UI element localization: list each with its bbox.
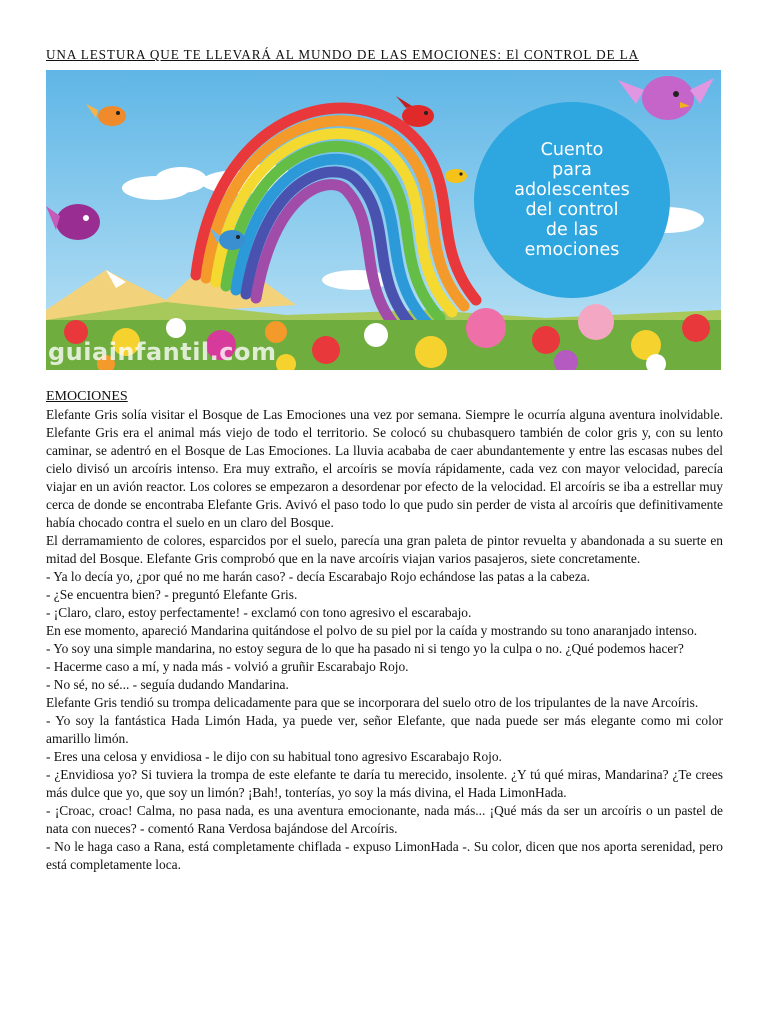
paragraph: - ¿Envidiosa yo? Si tuviera la trompa de este elefante te daría tu merecido, insolente. ¿Y tú qué miras, Mandarina? ¿Te crees más dulce que yo, que soy un limón? ¡Bah!, tonterías, yo soy la más divina, el Hada LimonHada. bbox=[46, 767, 723, 800]
story-text bbox=[46, 406, 723, 874]
paragraph: - Ya lo decía yo, ¿por qué no me harán caso? - decía Escarabajo Rojo echándose las patas a la cabeza. bbox=[46, 569, 590, 584]
section-title: EMOCIONES bbox=[46, 389, 128, 404]
paragraph: - ¡Croac, croac! Calma, no pasa nada, es una aventura emocionante, nada más... ¡Qué más da ser un arcoíris o un pastel de nata con nueces? - comentó Rana Verdosa bajándose del Arcoíris. bbox=[46, 803, 723, 836]
paragraph: - ¡Claro, claro, estoy perfectamente! - exclamó con tono agresivo el escarabajo. bbox=[46, 605, 472, 620]
yellow-bird bbox=[445, 169, 467, 183]
watermark: guiainfantil.com bbox=[48, 338, 277, 366]
title-badge bbox=[474, 102, 670, 298]
paragraph: En ese momento, apareció Mandarina quitándose el polvo de su piel por la caída y mostrando su tono anaranjado intenso. bbox=[46, 623, 698, 638]
document-heading: UNA LESTURA QUE TE LLEVARÁ AL MUNDO DE LAS EMOCIONES: El CONTROL DE LA bbox=[46, 47, 640, 62]
paragraph: - Yo soy una simple mandarina, no estoy segura de lo que ha pasado ni si tengo yo la culpa o no. ¿Qué podemos hacer? bbox=[46, 641, 684, 656]
paragraph: - Hacerme caso a mí, y nada más - volvió a gruñir Escarabajo Rojo. bbox=[46, 659, 409, 674]
paragraph: - Yo soy la fantástica Hada Limón Hada, ya puede ver, señor Elefante, que nada puede ser más elegante como mi color amarillo limón. bbox=[46, 713, 723, 746]
paragraph: - No le haga caso a Rana, está completamente chiflada - expuso LimonHada -. Su color, dicen que nos aporta serenidad, pero está completamente loca. bbox=[46, 839, 723, 872]
badge-text: Cuento para adolescentes del control de las emociones bbox=[514, 140, 630, 260]
paragraph: El derramamiento de colores, esparcidos por el suelo, parecía una gran paleta de pintor revuelta y abandonada a su suerte en mitad del Bosque. Elefante Gris comprobó que en la nave arcoíris viajan varios pasajeros, siete concretamente. bbox=[46, 533, 723, 566]
paragraph: - No sé, no sé... - seguía dudando Mandarina. bbox=[46, 677, 289, 692]
paragraph: - ¿Se encuentra bien? - preguntó Elefante Gris. bbox=[46, 587, 298, 602]
document-page bbox=[46, 0, 723, 874]
paragraph: Elefante Gris tendió su trompa delicadamente para que se incorporara del suelo otro de los tripulantes de la nave Arcoíris. bbox=[46, 695, 699, 710]
paragraph: Elefante Gris solía visitar el Bosque de Las Emociones una vez por semana. Siempre le ocurría alguna aventura inolvidable. Elefante Gris era el animal más viejo de todo el territorio. Se colocó su chubasquero también de color gris y, con su lento caminar, se adentró en el Bosque de Las Emociones. La lluvia acababa de caer abundantemente y entre las escasas nubes del cielo divisó un arcoíris intenso. Era muy extraño, el arcoíris se movía rápidamente, cada vez con mayor velocidad, parecía viajar en un avión reactor. Los colores se empezaron a desordenar por efecto de la velocidad. El arcoíris se iba a estrellar muy cerca de donde se encontraba Elefante Gris. Avivó el paso todo lo que pudo sin perder de vista al arcoíris que definitivamente había chocado contra el suelo en un claro del Bosque. bbox=[46, 407, 723, 530]
cover-illustration bbox=[46, 70, 721, 370]
paragraph: - Eres una celosa y envidiosa - le dijo con su habitual tono agresivo Escarabajo Rojo. bbox=[46, 749, 502, 764]
